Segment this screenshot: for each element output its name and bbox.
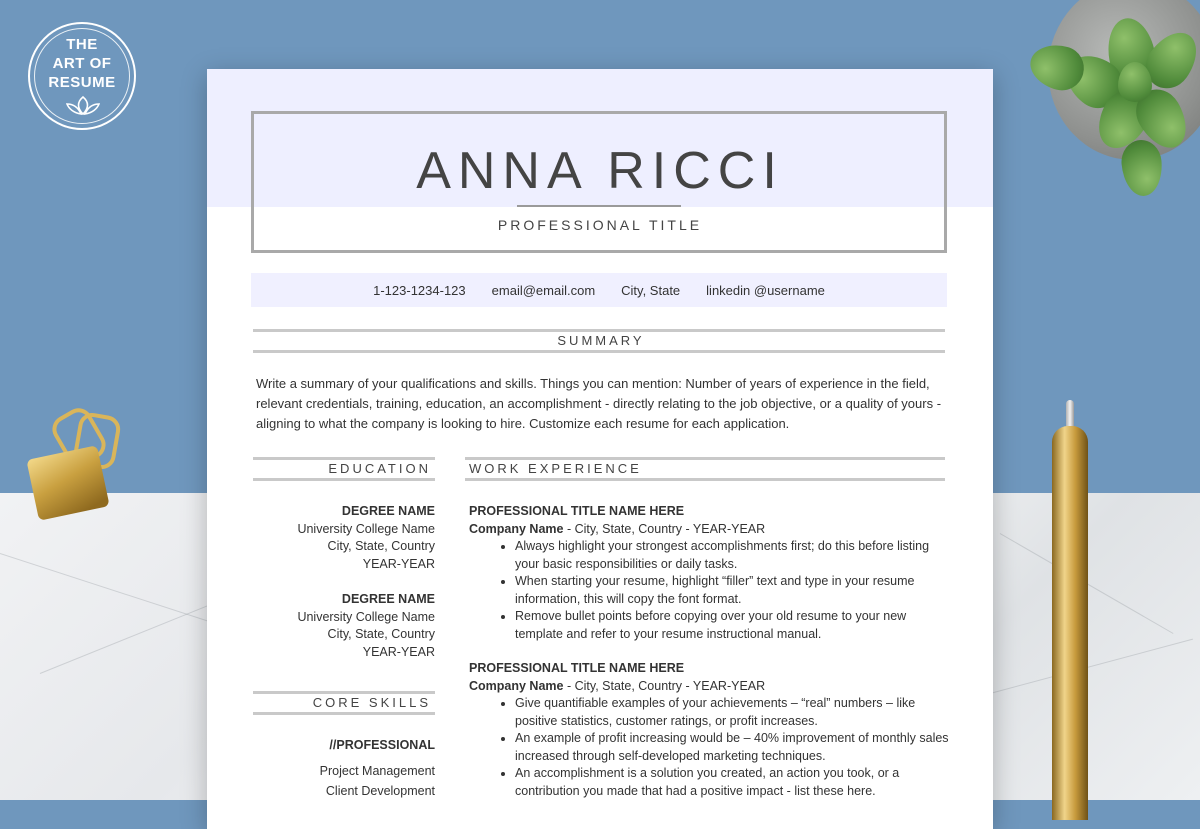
job-bullet: • Give quantifiable examples of your achievements – “real” numbers – like positive statistics, customer ratings, or profit increases. [515,695,949,730]
school-place: City, State, Country [327,539,435,553]
job-details: - City, State, Country - YEAR-YEAR [563,678,766,693]
contact-linkedin: linkedin @username [706,282,825,298]
skills-group-label: //PROFESSIONAL [329,738,435,752]
job-bullets [469,538,949,643]
contact-location: City, State [621,282,681,298]
job-bullets [469,695,949,800]
degree-name: DEGREE NAME [341,592,435,606]
job-title: PROFESSIONAL TITLE NAME HERE [469,661,685,675]
job-title: PROFESSIONAL TITLE NAME HERE [469,504,685,518]
job-bullet: • Always highlight your strongest accomplishments first; do this before listing your basic responsibilities or daily tasks. [515,538,949,573]
resume-page [207,69,993,829]
school-years: YEAR-YEAR [362,556,435,571]
contact-bar [251,273,947,307]
logo-line-2: ART OF [52,55,112,72]
name-underline [517,205,681,207]
company-name: Company Name [469,521,564,536]
summary-text: Write a summary of your qualifications and skills. Things you can mention: Number of years of experience in the field, relevant credentials, training, education, an accomplishment - directly relating to the job objective, or a quality of yours - aligning to what the company is looking to hire. Customize each resume for each application. [256,376,942,431]
education-heading: EDUCATION [253,457,435,481]
professional-title: PROFESSIONAL TITLE [497,217,703,233]
job-bullet: • When starting your resume, highlight “filler” text and type in your resume information, this will copy the font format. [515,573,949,608]
school-place: City, State, Country [327,627,435,641]
logo-line-3: RESUME [48,74,116,91]
degree-name: DEGREE NAME [341,504,435,518]
job-entry [469,660,949,800]
school-years: YEAR-YEAR [362,644,435,659]
job-bullet: • An accomplishment is a solution you created, an action you took, or a contribution you made that had a positive impact - list these here. [515,765,949,800]
education-entry [253,503,435,573]
company-name: Company Name [469,678,564,693]
work-experience-heading: WORK EXPERIENCE [465,457,945,481]
skill-item: Project Management [319,764,435,778]
job-bullet: • Remove bullet points before copying over your old resume to your new template and refer to your resume instructional manual. [515,608,949,643]
contact-phone: 1-123-1234-123 [373,282,466,298]
art-of-resume-logo [28,22,136,130]
summary-heading: SUMMARY [253,329,945,353]
gold-pen [1040,400,1100,820]
leaf-icon [66,96,100,116]
contact-email: email@email.com [491,282,596,298]
education-entry [253,591,435,661]
logo-line-1: THE [66,36,98,53]
skill-item: Client Development [325,784,435,798]
school-name: University College Name [297,609,435,624]
job-company-line [469,678,949,696]
job-company-line [469,521,949,539]
core-skills-heading: CORE SKILLS [253,691,435,715]
school-name: University College Name [297,521,435,536]
job-bullet: • An example of profit increasing would be – 40% improvement of monthly sales increased through self-developed marketing techniques. [515,730,949,765]
job-entry [469,503,949,643]
resume-name: ANNA RICCI [416,142,784,200]
job-details: - City, State, Country - YEAR-YEAR [563,521,766,536]
